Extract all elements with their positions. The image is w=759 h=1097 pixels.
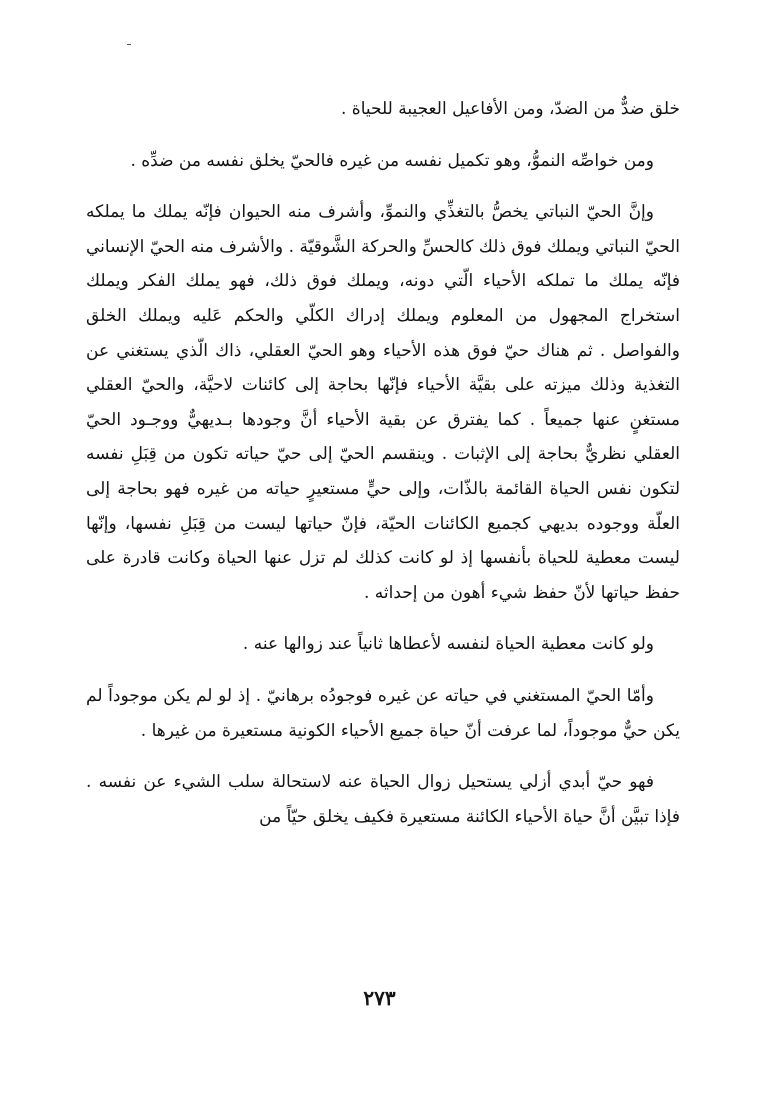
page-body-text xyxy=(86,92,680,834)
paragraph-6: فهو حيّ أبدي أزلي يستحيل زوال الحياة عنه لاستحالة سلب الشيء عن نفسه . فإذا تبيَّن أنَّ حياة الأحياء الكائنة مستعيرة فكيف يخلق حيّاً من xyxy=(86,772,680,827)
stray-mark xyxy=(127,44,131,45)
paragraph-2: ومن خواصِّه النموُّ، وهو تكميل نفسه من غيره فالحيّ يخلق نفسه من ضدِّه . xyxy=(130,150,654,171)
paragraph-4: ولو كانت معطية الحياة لنفسه لأعطاها ثانياً عند زوالها عنه . xyxy=(242,634,654,655)
page-number: ٢٧٣ xyxy=(363,986,396,1010)
paragraph-3: وإنَّ الحيّ النباتي يخصُّ بالتغذِّي والنموِّ، وأشرف منه الحيوان فإنّه يملك ما يملكه الحيّ النباتي ويملك فوق ذلك كالحسِّ والحركة الشَّوقيّة . والأشرف منه الحيّ الإنساني فإنّه يملك ما تملكه الأحياء الّتي دونه، ويملك فوق ذلك، فهو يملك الفكر ويملك استخراج المجهول من المعلوم ويملك إدراك الكلّي والحكم عَليه ويملك الخلق والفواصل . ثم هناك حيّ فوق هذه الأحياء وهو الحيّ العقلي، ذاك الّذي يستغني عن التغذية وذلك ميزته على بقيَّة الأحياء فإنّها بحاجة إلى كائنات لاحيَّة، والحيّ العقلي مستغنٍ عنها جميعاً . كما يفترق عن بقية الأحياء أنَّ وجودها بـديهيٌّ ووجـود الحيّ العقلي نظريٌّ بحاجة إلى الإثبات . وينقسم الحيّ إلى حيّ حياته تكون من قِبَلِ نفسه لتكون نفس الحياة القائمة بالذّات، وإلى حيٍّ مستعيرٍ حياته من غيره فهو بحاجة إلى العلّة ووجوده بديهي كجميع الكائنات الحيّة، فإنّ حياتها ليست من قِبَلِ نفسها، وإنّها ليست معطية للحياة بأنفسها إذ لو كانت كذلك لم تزل عنها الحياة وكانت قادرة على حفظ حياتها لأنّ حفظ شيء أهون من إحداثه . xyxy=(86,202,680,603)
paragraph-5: وأمّا الحيّ المستغني في حياته عن غيره فوجودُه برهانيّ . إذ لو لم يكن موجوداً لم يكن حيٌّ موجوداً، لما عرفت أنّ حياة جميع الأحياء الكونية مستعيرة من غيرها . xyxy=(86,685,680,741)
paragraph-1: خلق ضدٌّ من الضدّ، ومن الأفاعيل العجيبة للحياة . xyxy=(341,99,680,119)
